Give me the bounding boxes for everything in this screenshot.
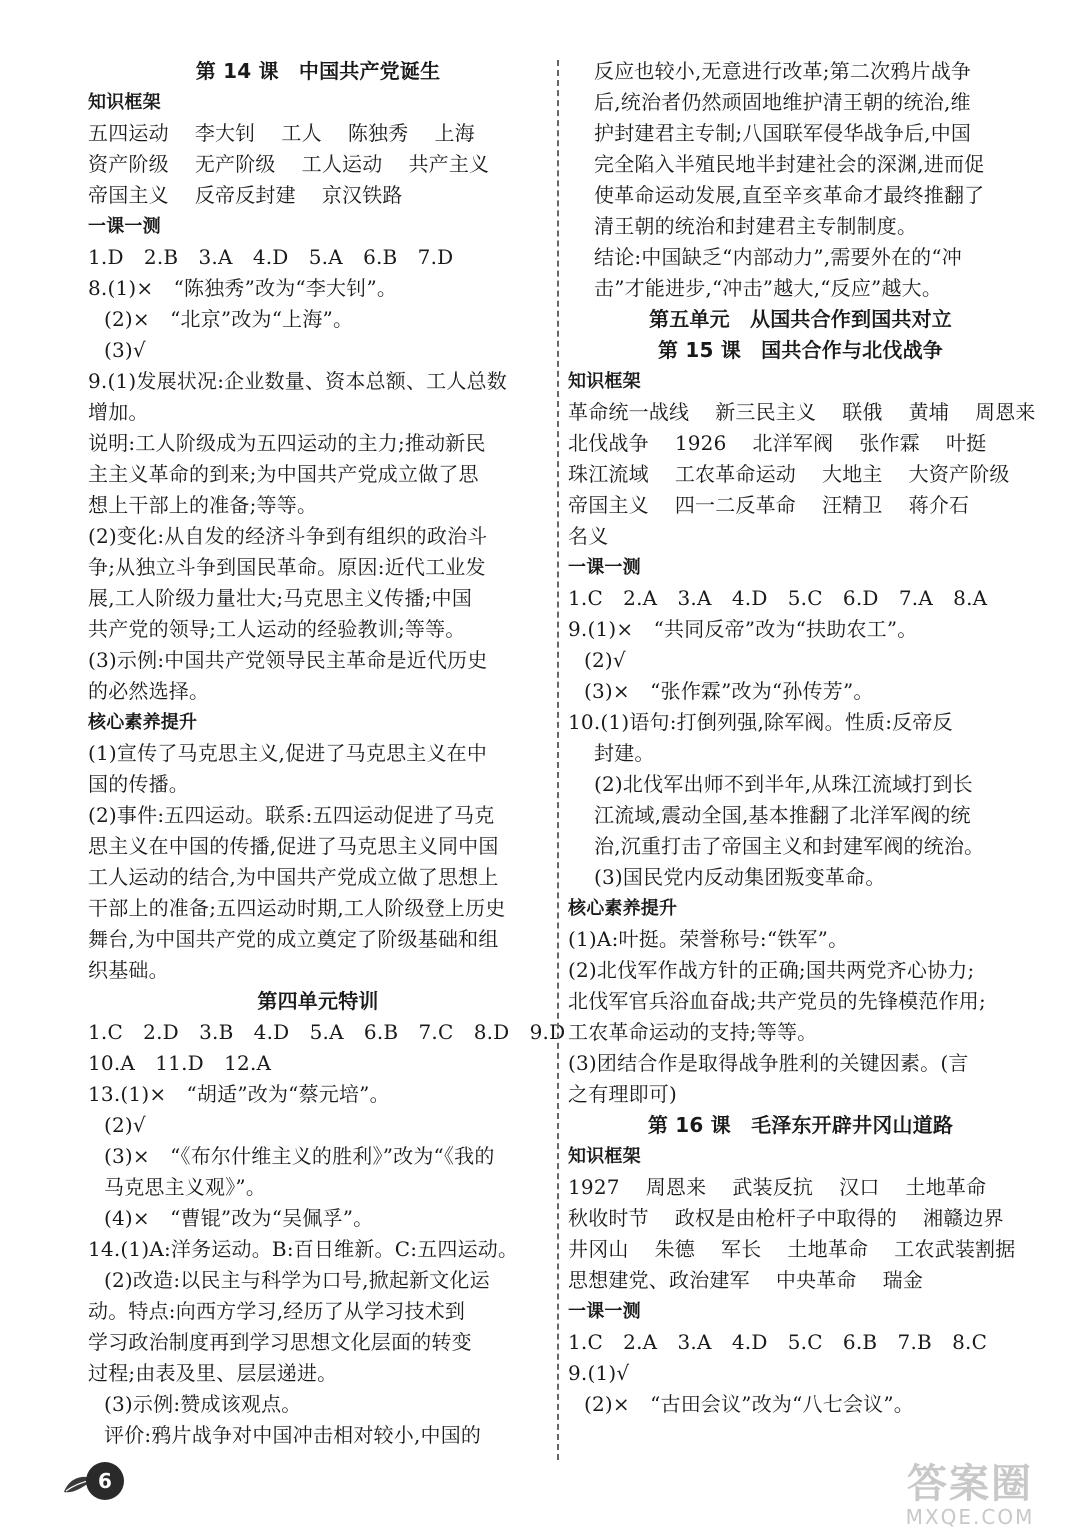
subsection-heading: 一课一测 xyxy=(568,557,641,578)
column-divider xyxy=(557,60,559,1460)
text-line: (3)示例:中国共产党领导民主革命是近代历史 xyxy=(88,648,488,672)
term-row xyxy=(568,459,1033,490)
text-line: (1)宣传了马克思主义,促进了马克思主义在中 xyxy=(88,741,488,765)
subsection-heading: 一课一测 xyxy=(88,216,161,237)
text-line: 共产党的领导;工人运动的经验教训;等等。 xyxy=(88,617,466,641)
text-line: 结论:中国缺乏“内部动力”,需要外在的“冲 xyxy=(594,245,962,269)
term: 革命统一战线 xyxy=(568,400,690,424)
section-title: 第 14 课 中国共产党诞生 xyxy=(195,59,441,83)
text-line: 封建。 xyxy=(594,741,655,765)
text-line: (2)北伐军出师不到半年,从珠江流域打到长 xyxy=(594,772,973,796)
text-line: (3)示例:赞成该观点。 xyxy=(104,1392,302,1416)
text-line: 14.(1)A:洋务运动。B:百日维新。C:五四运动。 xyxy=(88,1237,519,1261)
term: 工农革命运动 xyxy=(674,462,797,486)
text-line: 舞台,为中国共产党的成立奠定了阶级基础和组 xyxy=(88,927,499,951)
text-line: 马克思主义观》”。 xyxy=(104,1175,267,1199)
term: 1926 xyxy=(674,431,727,455)
text-line: 9.(1)发展状况:企业数量、资本总额、工人总数 xyxy=(88,369,507,393)
text-line: 使革命运动发展,直至辛亥革命才最终推翻了 xyxy=(594,183,985,207)
term: 四一二反革命 xyxy=(674,493,797,517)
term: 帝国主义 xyxy=(568,493,649,517)
text-line: 10.(1)语句:打倒列强,除军阀。性质:反帝反 xyxy=(568,710,953,734)
term: 新三民主义 xyxy=(715,400,817,424)
text-line: (2)√ xyxy=(104,1113,146,1137)
text-line: (2)事件:五四运动。联系:五四运动促进了马克 xyxy=(88,803,495,827)
term: 井冈山 xyxy=(568,1237,629,1261)
watermark xyxy=(890,1462,1050,1532)
text-line: (3)团结合作是取得战争胜利的关键因素。(言 xyxy=(568,1051,969,1075)
term: 蒋介石 xyxy=(908,493,970,517)
subsection-heading: 一课一测 xyxy=(568,1301,641,1322)
term-row xyxy=(568,1265,1033,1296)
term: 黄埔 xyxy=(908,400,950,424)
text-line: 1.C 2.A 3.A 4.D 5.C 6.B 7.B 8.C xyxy=(568,1330,988,1354)
term: 珠江流域 xyxy=(568,462,649,486)
text-line: 8.(1)× “陈独秀”改为“李大钊”。 xyxy=(88,276,398,300)
term: 周恩来 xyxy=(975,400,1036,424)
text-line: 动。特点:向西方学习,经历了从学习技术到 xyxy=(88,1299,466,1323)
term: 陈独秀 xyxy=(347,121,409,145)
text-line: 评价:鸦片战争对中国冲击相对较小,中国的 xyxy=(104,1423,482,1447)
term: 湘赣边界 xyxy=(923,1206,1004,1230)
term: 工人 xyxy=(281,121,322,145)
page-number: 6 xyxy=(86,1462,124,1500)
term: 思想建党、政治建军 xyxy=(568,1268,750,1292)
text-line: 想上干部上的准备;等等。 xyxy=(88,493,318,517)
subsection-heading: 知识框架 xyxy=(568,371,641,392)
section-title: 第五单元 从国共合作到国共对立 xyxy=(649,307,952,331)
text-line: (2)改造:以民主与科学为口号,掀起新文化运 xyxy=(104,1268,490,1292)
text-line: 清王朝的统治和封建君主专制制度。 xyxy=(594,214,918,238)
term: 军长 xyxy=(721,1237,762,1261)
text-line: 1.C 2.A 3.A 4.D 5.C 6.D 7.A 8.A xyxy=(568,586,988,610)
term-row xyxy=(88,180,548,211)
term: 秋收时节 xyxy=(568,1206,649,1230)
text-line: 说明:工人阶级成为五四运动的主力;推动新民 xyxy=(88,431,486,455)
text-line: 展,工人阶级力量壮大;马克思主义传播;中国 xyxy=(88,586,473,610)
term: 北洋军阀 xyxy=(752,431,834,455)
text-line: 后,统治者仍然顽固地维护清王朝的统治,维 xyxy=(594,90,971,114)
text-line: 治,沉重打击了帝国主义和封建军阀的统治。 xyxy=(594,834,985,858)
term-row xyxy=(568,1234,1033,1265)
text-line: 1.C 2.D 3.B 4.D 5.A 6.B 7.C 8.D 9.D xyxy=(88,1020,566,1044)
text-line: 学习政治制度再到学习思想文化层面的转变 xyxy=(88,1330,472,1354)
text-line: 北伐军官兵浴血奋战;共产党员的先锋模范作用; xyxy=(568,989,986,1013)
text-line: 13.(1)× “胡适”改为“蔡元培”。 xyxy=(88,1082,390,1106)
term-row xyxy=(88,118,548,149)
term: 反帝反封建 xyxy=(194,183,296,207)
term: 中央革命 xyxy=(775,1268,857,1292)
page-number-badge xyxy=(62,1456,132,1506)
subsection-heading: 知识框架 xyxy=(88,92,161,113)
subsection-heading: 核心素养提升 xyxy=(88,712,198,733)
text-line: (4)× “曹锟”改为“吴佩孚”。 xyxy=(104,1206,374,1230)
term: 张作霖 xyxy=(859,431,920,455)
term: 政权是由枪杆子中取得的 xyxy=(674,1206,898,1230)
text-line: 增加。 xyxy=(88,400,149,424)
text-line: (3)× “张作霖”改为“孙传芳”。 xyxy=(584,679,874,703)
term: 周恩来 xyxy=(645,1175,707,1199)
section-title: 第四单元特训 xyxy=(257,989,379,1013)
text-line: 工农革命运动的支持;等等。 xyxy=(568,1020,818,1044)
text-line: 主主义革命的到来;为中国共产党成立做了思 xyxy=(88,462,479,486)
right-column xyxy=(568,56,1036,1420)
term-row xyxy=(568,1172,1033,1203)
text-line: (1)A:叶挺。荣誉称号:“铁军”。 xyxy=(568,927,849,951)
text-line: (3)√ xyxy=(104,338,146,362)
term: 土地革命 xyxy=(905,1175,987,1199)
watermark-logo-text: 答案圈 xyxy=(907,1461,1033,1507)
text-line: 国的传播。 xyxy=(88,772,189,796)
text-line: 击”才能进步,“冲击”越大,“反应”越大。 xyxy=(594,276,943,300)
subsection-heading: 核心素养提升 xyxy=(568,898,678,919)
text-line: 思主义在中国的传播,促进了马克思主义同中国 xyxy=(88,834,499,858)
term: 北伐战争 xyxy=(568,431,649,455)
term: 共产主义 xyxy=(408,152,490,176)
subsection-heading: 知识框架 xyxy=(568,1146,641,1167)
text-line: 过程;由表及里、层层递进。 xyxy=(88,1361,338,1385)
text-line: (3)国民党内反动集团叛变革命。 xyxy=(594,865,886,889)
term: 汉口 xyxy=(839,1175,880,1199)
term-row xyxy=(568,1203,1033,1234)
text-line: 1.D 2.B 3.A 4.D 5.A 6.B 7.D xyxy=(88,245,454,269)
term: 帝国主义 xyxy=(88,183,169,207)
text-line: 名义 xyxy=(568,524,609,548)
term: 叶挺 xyxy=(945,431,987,455)
term: 工人运动 xyxy=(301,152,383,176)
term: 1927 xyxy=(568,1175,620,1199)
text-line: 争;从独立斗争到国民革命。原因:近代工业发 xyxy=(88,555,486,579)
term: 京汉铁路 xyxy=(321,183,403,207)
term: 朱德 xyxy=(654,1237,696,1261)
term: 大资产阶级 xyxy=(908,462,1010,486)
term-row xyxy=(88,149,548,180)
watermark-url: MXQE.COM xyxy=(905,1505,1035,1529)
text-line: (3)× “《布尔什维主义的胜利》”改为“《我的 xyxy=(104,1144,495,1168)
term: 土地革命 xyxy=(787,1237,869,1261)
term-row xyxy=(568,490,1033,521)
text-line: 工人运动的结合,为中国共产党成立做了思想上 xyxy=(88,865,499,889)
term-row xyxy=(568,428,1033,459)
text-line: 护封建君主专制;八国联军侵华战争后,中国 xyxy=(594,121,972,145)
term: 武装反抗 xyxy=(732,1175,814,1199)
term: 瑞金 xyxy=(882,1268,924,1292)
term: 工农武装割据 xyxy=(894,1237,1016,1261)
text-line: (2)× “古田会议”改为“八七会议”。 xyxy=(584,1392,914,1416)
text-line: 之有理即可) xyxy=(568,1082,678,1106)
term: 汪精卫 xyxy=(822,493,883,517)
text-line: (2)√ xyxy=(584,648,626,672)
text-line: 反应也较小,无意进行改革;第二次鸦片战争 xyxy=(594,59,972,83)
text-line: 9.(1)√ xyxy=(568,1361,630,1385)
term: 大地主 xyxy=(822,462,883,486)
left-column xyxy=(88,56,566,1451)
text-line: 干部上的准备;五四运动时期,工人阶级登上历史 xyxy=(88,896,506,920)
text-line: 10.A 11.D 12.A xyxy=(88,1051,272,1075)
term: 上海 xyxy=(434,121,475,145)
text-line: 9.(1)× “共同反帝”改为“扶助农工”。 xyxy=(568,617,918,641)
text-line: 江流域,震动全国,基本推翻了北洋军阀的统 xyxy=(594,803,971,827)
text-line: 织基础。 xyxy=(88,958,169,982)
text-line: (2)变化:从自发的经济斗争到有组织的政治斗 xyxy=(88,524,488,548)
section-title: 第 15 课 国共合作与北伐战争 xyxy=(658,338,943,362)
term: 联俄 xyxy=(842,400,883,424)
term: 无产阶级 xyxy=(194,152,276,176)
term-row xyxy=(568,397,1036,428)
term: 李大钊 xyxy=(194,121,256,145)
section-title: 第 16 课 毛泽东开辟井冈山道路 xyxy=(647,1113,954,1137)
term: 五四运动 xyxy=(88,121,169,145)
text-line: 完全陷入半殖民地半封建社会的深渊,进而促 xyxy=(594,152,985,176)
term: 资产阶级 xyxy=(88,152,169,176)
text-line: 的必然选择。 xyxy=(88,679,210,703)
text-line: (2)北伐军作战方针的正确;国共两党齐心协力; xyxy=(568,958,975,982)
text-line: (2)× “北京”改为“上海”。 xyxy=(104,307,354,331)
